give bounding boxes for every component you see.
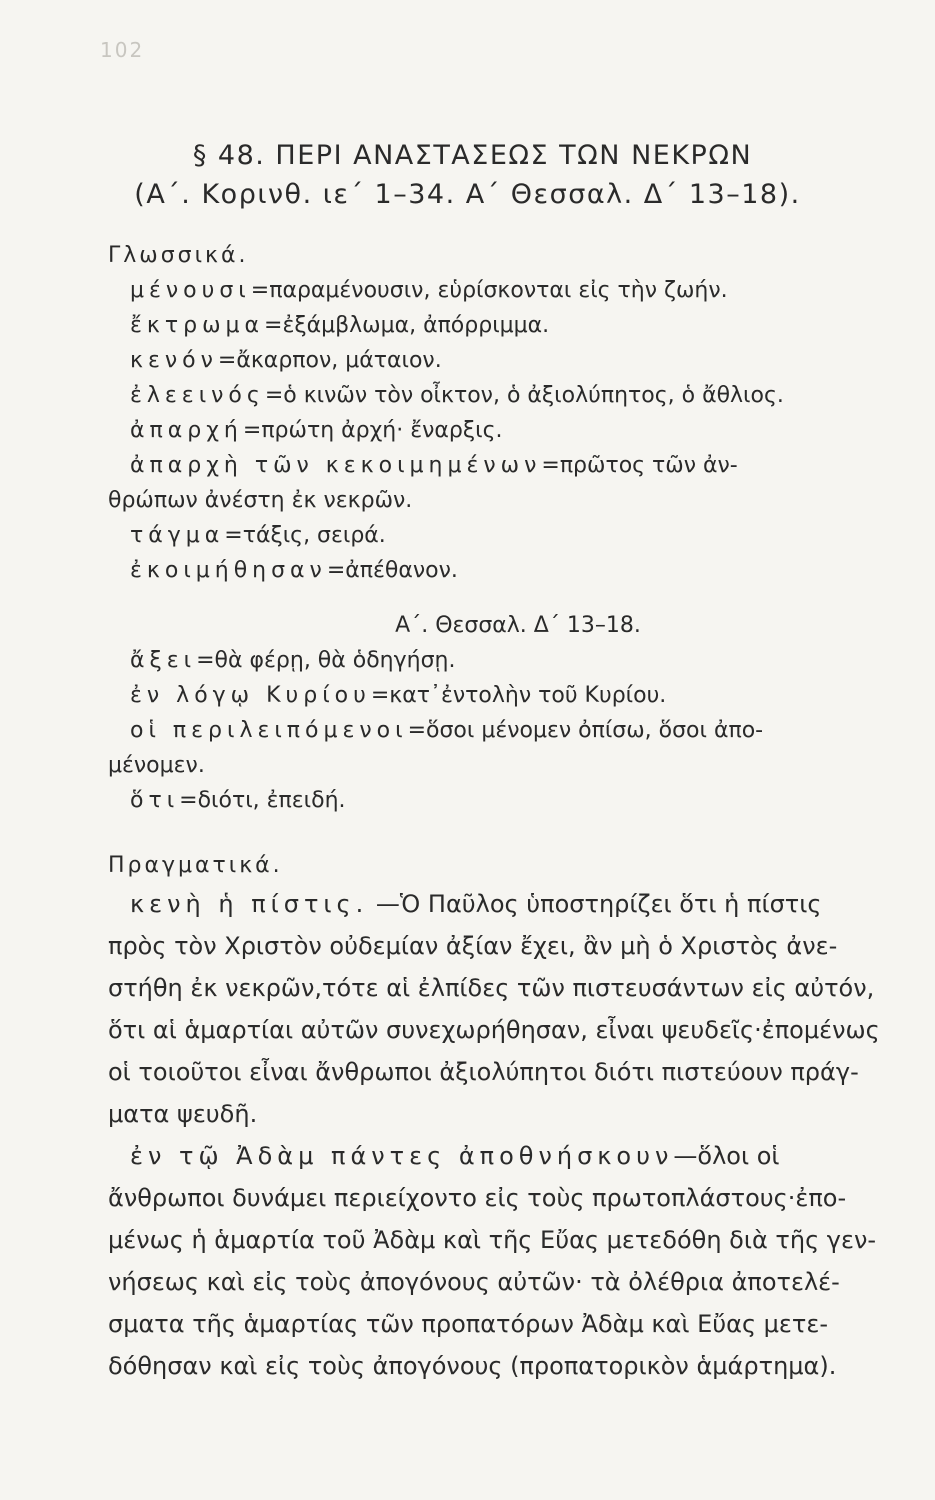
gloss-definition: θὰ φέρῃ, θὰ ὁδηγήσῃ. — [214, 648, 456, 673]
gloss-definition: ὁ κινῶν τὸν οἶκτον, ὁ ἀξιολύπητος, ὁ ἄθλιος. — [283, 383, 784, 408]
gloss-definition: τάξις, σειρά. — [242, 523, 386, 548]
gloss-definition: ἄκαρπον, μάταιον. — [236, 348, 442, 373]
gloss-term: τάγμα — [130, 523, 225, 548]
paragraph-text: —Ὁ Παῦλος ὑποστηρίζει ὅτι ἡ πίστις — [375, 890, 822, 918]
gloss-definition: πρῶτος τῶν ἀν- — [559, 453, 738, 478]
gloss-term: ἐκοιμήθησαν — [130, 558, 327, 583]
paragraph-line: οἱ τοιοῦτοι εἶναι ἄνθρωποι ἀξιολύπητοι διότι πιστεύουν πράγ- — [108, 1058, 859, 1086]
gloss-entry: ἐκοιμήθησαν=ἀπέθανον. — [130, 558, 458, 583]
page-number: 102 — [100, 38, 145, 62]
gloss-term: ἐλεεινός — [130, 383, 265, 408]
gloss-definition: διότι, ἐπειδή. — [197, 788, 346, 813]
gloss-entry: ἐλεεινός=ὁ κινῶν τὸν οἶκτον, ὁ ἀξιολύπητος, ὁ ἄθλιος. — [130, 383, 784, 408]
gloss-entry: ἔκτρωμα=ἐξάμβλωμα, ἀπόρριμμα. — [130, 313, 550, 338]
gloss-entry: ἐν λόγῳ Κυρίου=κατ᾽ἐντολὴν τοῦ Κυρίου. — [130, 683, 667, 708]
gloss-definition: ἐξάμβλωμα, ἀπόρριμμα. — [282, 313, 550, 338]
paragraph-line: σματα τῆς ἁμαρτίας τῶν προπατόρων Ἀδὰμ καὶ Εὔας μετε- — [108, 1310, 828, 1338]
spacer — [108, 588, 878, 608]
gloss-definition: ὅσοι μένομεν ὀπίσω, ὅσοι ἀπο- — [426, 718, 764, 743]
paragraph-line: ματα ψευδῆ. — [108, 1100, 258, 1128]
paragraph-line: δόθησαν καὶ εἰς τοὺς ἀπογόνους (προπατορικὸν ἁμάρτημα). — [108, 1352, 837, 1380]
paragraph-term: κενὴ ἡ πίστις. — [130, 890, 369, 918]
paragraph-line: πρὸς τὸν Χριστὸν οὐδεμίαν ἀξίαν ἔχει, ἂν μὴ ὁ Χριστὸς ἀνε- — [108, 932, 838, 960]
gloss-entry: ἀπαρχή=πρώτη ἀρχή· ἔναρξις. — [130, 418, 503, 443]
gloss-term: οἱ περιλειπόμενοι — [130, 718, 408, 743]
pragmatika-paragraph-2 — [108, 1135, 878, 1387]
gloss-term: ἐν λόγῳ Κυρίου — [130, 683, 371, 708]
paragraph-term: ἐν τῷ Ἀδὰμ πάντες ἀποθνήσκουν — [130, 1142, 674, 1170]
gloss-term: ὅτι — [130, 788, 180, 813]
gloss-entry: ἀπαρχὴ τῶν κεκοιμημένων=πρῶτος τῶν ἀν- — [130, 453, 738, 478]
gloss-entry: ἄξει=θὰ φέρῃ, θὰ ὁδηγήσῃ. — [130, 648, 456, 673]
gloss-term: μένουσι — [130, 278, 251, 303]
spacer — [108, 818, 878, 848]
gloss-term: ἀπαρχὴ τῶν κεκοιμημένων — [130, 453, 542, 478]
thessal-heading: Α΄. Θεσσαλ. Δ΄ 13–18. — [395, 613, 641, 638]
gloss-definition: παραμένουσιν, εὑρίσκονται εἰς τὴν ζωήν. — [269, 278, 728, 303]
paragraph-text: —ὅλοι οἱ — [673, 1142, 780, 1170]
gloss-term: κενόν — [130, 348, 218, 373]
paragraph-line: ἄνθρωποι δυνάμει περιείχοντο εἰς τοὺς πρωτοπλάστους·ἐπο- — [108, 1184, 847, 1212]
page-body — [108, 238, 878, 1387]
section-title: § 48. ΠΕΡΙ ΑΝΑΣΤΑΣΕΩΣ ΤΩΝ ΝΕΚΡΩΝ — [192, 140, 753, 171]
section-header — [0, 136, 935, 214]
paragraph-line: νήσεως καὶ εἰς τοὺς ἀπογόνους αὐτῶν· τὰ ὀλέθρια ἀποτελέ- — [108, 1268, 840, 1296]
gloss-entry: τάγμα=τάξις, σειρά. — [130, 523, 386, 548]
paragraph-line: ὅτι αἱ ἁμαρτίαι αὐτῶν συνεχωρήθησαν, εἶναι ψευδεῖς·ἐπομένως — [108, 1016, 880, 1044]
gloss-definition: ἀπέθανον. — [345, 558, 458, 583]
gloss-entry: ὅτι=διότι, ἐπειδή. — [130, 788, 346, 813]
glossika-heading: Γλωσσικά. — [108, 243, 249, 268]
gloss-definition: πρώτη ἀρχή· ἔναρξις. — [261, 418, 503, 443]
paragraph-line: στήθη ἐκ νεκρῶν,τότε αἱ ἐλπίδες τῶν πιστευσάντων εἰς αὐτόν, — [108, 974, 875, 1002]
paragraph-line — [108, 883, 878, 925]
pragmatika-paragraph-1 — [108, 883, 878, 1135]
gloss-term: ἄξει — [130, 648, 197, 673]
gloss-entry-continuation: μένομεν. — [108, 753, 205, 778]
section-subtitle: (Α΄. Κορινθ. ιε΄ 1–34. Α΄ Θεσσαλ. Δ΄ 13–18). — [134, 179, 801, 211]
gloss-entry-continuation: θρώπων ἀνέστη ἐκ νεκρῶν. — [108, 488, 413, 513]
pragmatika-heading: Πραγματικά. — [108, 853, 283, 878]
gloss-term: ἔκτρωμα — [130, 313, 264, 338]
gloss-term: ἀπαρχή — [130, 418, 243, 443]
gloss-entry: κενόν=ἄκαρπον, μάταιον. — [130, 348, 442, 373]
gloss-entry: οἱ περιλειπόμενοι=ὅσοι μένομεν ὀπίσω, ὅσοι ἀπο- — [130, 718, 764, 743]
gloss-entry: μένουσι=παραμένουσιν, εὑρίσκονται εἰς τὴν ζωήν. — [130, 278, 728, 303]
paragraph-line: μένως ἡ ἁμαρτία τοῦ Ἀδὰμ καὶ τῆς Εὔας μετεδόθη διὰ τῆς γεν- — [108, 1226, 877, 1254]
paragraph-line — [108, 1135, 878, 1177]
gloss-definition: κατ᾽ἐντολὴν τοῦ Κυρίου. — [389, 683, 667, 708]
